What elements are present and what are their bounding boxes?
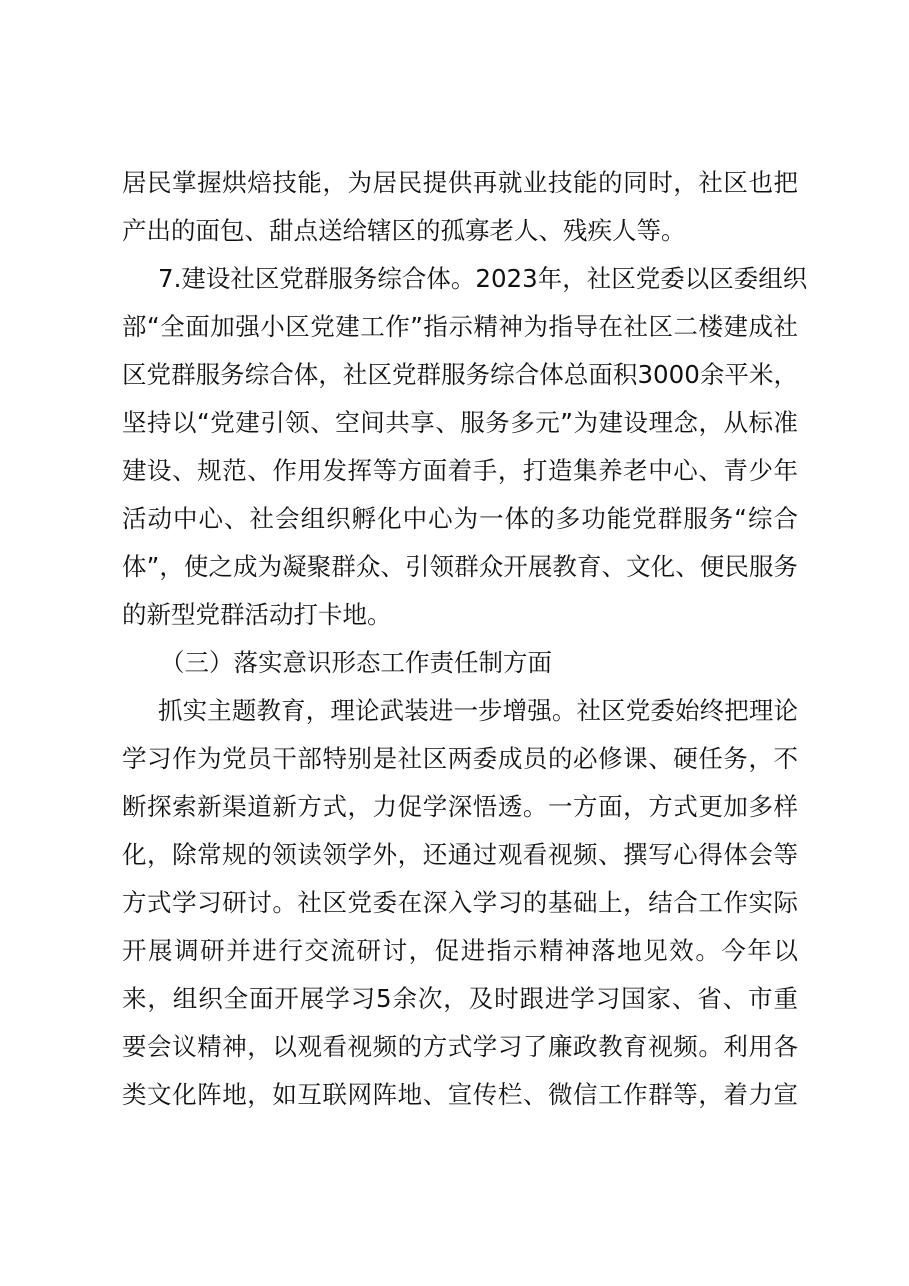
paragraph-line: 断探索新渠道新方式，力促学深悟透。一方面，方式更加多样	[122, 792, 798, 821]
paragraph-line: 建设、规范、作用发挥等方面着手，打造集养老中心、青少年	[122, 456, 798, 485]
paragraph-line: 产出的面包、甜点送给辖区的孤寡老人、残疾人等。	[122, 216, 686, 245]
paragraph-line: 来，组织全面开展学习5余次，及时跟进学习国家、省、市重	[122, 984, 798, 1013]
paragraph-line: 坚持以“党建引领、空间共享、服务多元”为建设理念，从标准	[122, 408, 798, 437]
paragraph-line: 体”，使之成为凝聚群众、引领群众开展教育、文化、便民服务	[122, 552, 798, 581]
paragraph-line: 7.建设社区党群服务综合体。2023年，社区党委以区委组织	[158, 264, 808, 293]
paragraph-line: 学习作为党员干部特别是社区两委成员的必修课、硬任务，不	[122, 744, 798, 773]
section-heading: （三）落实意识形态工作责任制方面	[160, 648, 552, 677]
paragraph-line: 区党群服务综合体，社区党群服务综合体总面积3000余平米，	[122, 360, 798, 389]
paragraph-line: 开展调研并进行交流研讨，促进指示精神落地见效。今年以	[122, 936, 798, 965]
paragraph-line: 的新型党群活动打卡地。	[122, 600, 392, 629]
paragraph-line: 要会议精神，以观看视频的方式学习了廉政教育视频。利用各	[122, 1032, 798, 1061]
paragraph-line: 抓实主题教育，理论武装进一步增强。社区党委始终把理论	[158, 696, 798, 725]
paragraph-line: 方式学习研讨。社区党委在深入学习的基础上，结合工作实际	[122, 888, 798, 917]
paragraph-line: 化，除常规的领读领学外，还通过观看视频、撰写心得体会等	[122, 840, 798, 869]
paragraph-line: 类文化阵地，如互联网阵地、宣传栏、微信工作群等，着力宣	[122, 1080, 798, 1109]
paragraph-line: 活动中心、社会组织孵化中心为一体的多功能党群服务“综合	[122, 504, 798, 533]
paragraph-line: 居民掌握烘焙技能，为居民提供再就业技能的同时，社区也把	[122, 168, 798, 197]
paragraph-line: 部“全面加强小区党建工作”指示精神为指导在社区二楼建成社	[122, 312, 798, 341]
